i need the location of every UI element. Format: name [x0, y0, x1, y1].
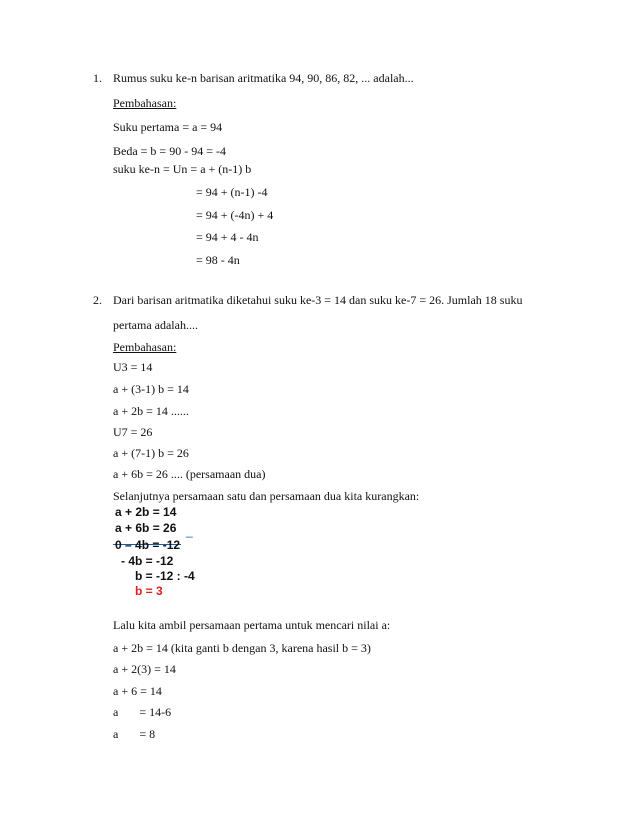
q1-line: suku ke-n = Un = a + (n-1) b	[113, 162, 252, 176]
q2-after-line: a = 14-6	[113, 705, 172, 719]
q1-line: Beda = b = 90 - 94 = -4	[113, 144, 226, 158]
q1-line: = 94 + (n-1) -4	[196, 185, 268, 199]
q2-line: a + (7-1) b = 26	[113, 446, 189, 460]
elim-result: b = 3	[135, 584, 163, 598]
q2-after-line: a + 2b = 14 (kita ganti b dengan 3, karena hasil b = 3)	[113, 641, 371, 655]
elimination-figure	[113, 505, 213, 597]
q1-line: = 94 + 4 - 4n	[196, 230, 259, 244]
q1-line: = 98 - 4n	[196, 253, 240, 267]
q2-line: Selanjutnya persamaan satu dan persamaan dua kita kurangkan:	[113, 489, 420, 503]
q1-question: Rumus suku ke-n barisan aritmatika 94, 90, 86, 82, ... adalah...	[113, 71, 414, 85]
q2-line: a + 2b = 14 ......	[113, 404, 189, 418]
q2-line: a + 6b = 26 .... (persamaan dua)	[113, 467, 266, 481]
q2-line: U3 = 14	[113, 360, 153, 374]
q2-line: a + (3-1) b = 14	[113, 382, 189, 396]
q2-after-line: a = 8	[113, 727, 156, 741]
q2-line: U7 = 26	[113, 425, 153, 439]
q2-question-line2: pertama adalah....	[113, 318, 198, 332]
q2-after-line: a + 6 = 14	[113, 684, 162, 698]
elim-row1: a + 2b = 14	[115, 505, 177, 519]
q2-question-line1: Dari barisan aritmatika diketahui suku ke-3 = 14 dan suku ke-7 = 26. Jumlah 18 suku	[113, 293, 523, 307]
q2-after-line: Lalu kita ambil persamaan pertama untuk mencari nilai a:	[113, 618, 391, 632]
q1-line: = 94 + (-4n) + 4	[196, 208, 274, 222]
elim-minus-sign: _	[186, 524, 193, 538]
q1-line: Suku pertama = a = 94	[113, 120, 223, 134]
elim-row5: b = -12 : -4	[135, 569, 195, 583]
q1-number: 1.	[93, 71, 102, 85]
q2-number: 2.	[93, 293, 102, 307]
elim-row2: a + 6b = 26	[115, 521, 177, 535]
elim-row4: - 4b = -12	[121, 554, 174, 568]
q2-after-line: a + 2(3) = 14	[113, 662, 176, 676]
q1-pembahasan-label: Pembahasan:	[113, 96, 177, 110]
q2-pembahasan-label: Pembahasan:	[113, 340, 177, 354]
elim-row3: 0 – 4b = -12	[115, 538, 181, 552]
